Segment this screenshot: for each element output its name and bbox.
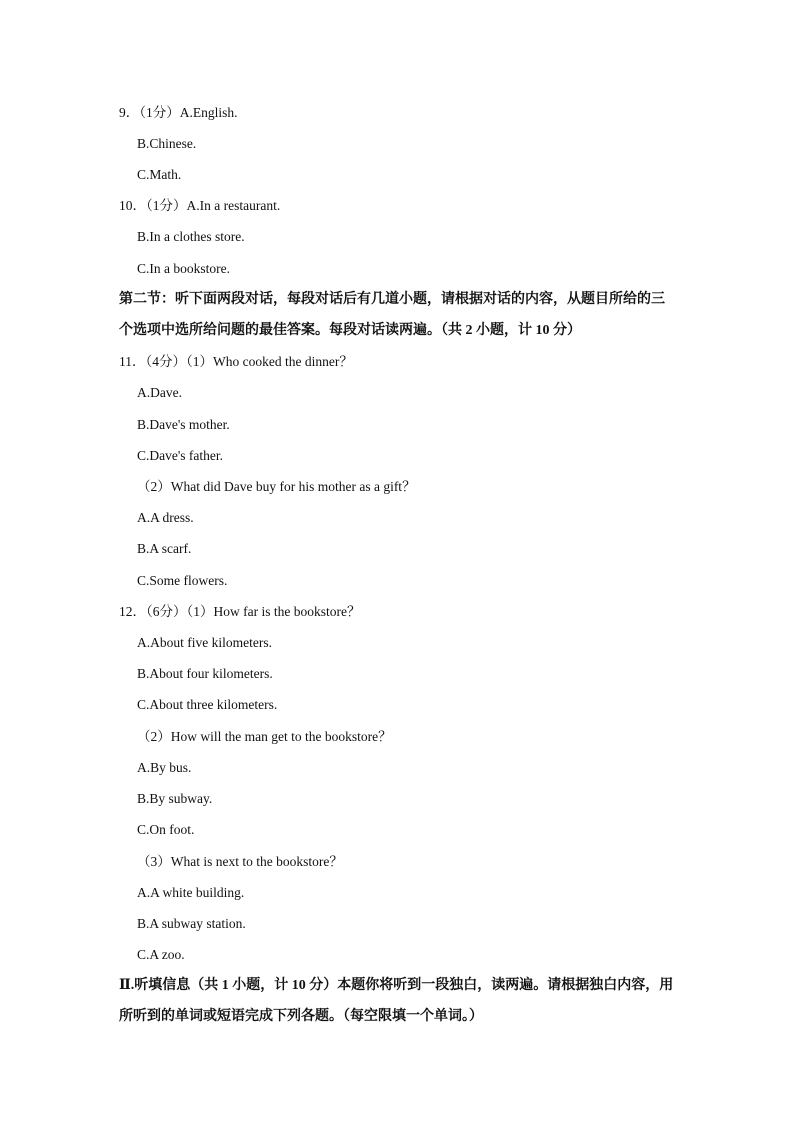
question-11-1-option-a: A.Dave. [137,385,182,400]
question-11-stem: 11．（4分）（1）Who cooked the dinner？ [119,354,353,369]
question-10-option-c: C.In a bookstore. [137,261,230,276]
question-11-1-option-b: B.Dave's mother. [137,417,230,432]
question-12-1-option-c: C.About three kilometers. [137,697,278,712]
question-11-2-option-b: B.A scarf. [137,541,192,556]
question-12-2-option-b: B.By subway. [137,791,213,806]
question-10-stem: 10．（1分）A.In a restaurant. [119,198,281,213]
question-12-sub-2: （2）How will the man get to the bookstore？ [137,729,392,744]
question-12-2-option-a: A.By bus. [137,760,192,775]
part-2-instruction-line-1: Ⅱ.听填信息（共 1 小题，计 10 分）本题你将听到一段独白，读两遍。请根据独白内容，用 [119,978,674,993]
question-12-2-option-c: C.On foot. [137,822,195,837]
question-11-1-option-c: C.Dave's father. [137,448,224,463]
question-12-3-option-c: C.A zoo. [137,947,185,962]
question-12-1-option-b: B.About four kilometers. [137,666,273,681]
question-9-option-c: C.Math. [137,167,182,182]
question-12-1-option-a: A.About five kilometers. [137,635,272,650]
section-2-instruction-line-1: 第二节：听下面两段对话，每段对话后有几道小题，请根据对话的内容，从题目所给的三 [119,292,665,307]
question-11-2-option-a: A.A dress. [137,510,194,525]
question-11-sub-2: （2）What did Dave buy for his mother as a gift？ [137,479,416,494]
question-11-2-option-c: C.Some flowers. [137,573,228,588]
section-2-instruction-line-2: 个选项中选所给问题的最佳答案。每段对话读两遍。（共 2 小题，计 10 分） [119,323,581,338]
question-12-stem: 12．（6分）（1）How far is the bookstore？ [119,604,361,619]
question-12-sub-3: （3）What is next to the bookstore？ [137,854,343,869]
question-9-option-b: B.Chinese. [137,136,197,151]
question-9-stem: 9．（1分）A.English. [119,105,238,120]
part-2-instruction-line-2: 所听到的单词或短语完成下列各题。（每空限填一个单词。） [119,1009,483,1024]
question-10-option-b: B.In a clothes store. [137,229,245,244]
question-12-3-option-b: B.A subway station. [137,916,246,931]
question-12-3-option-a: A.A white building. [137,885,245,900]
